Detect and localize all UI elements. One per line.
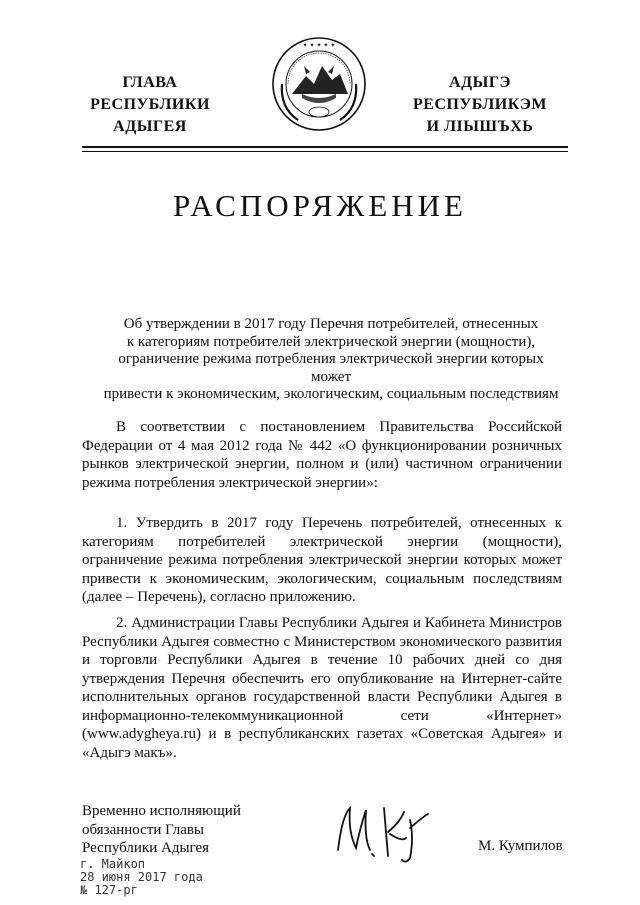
stamp-city: г. Майкоп [80, 857, 146, 871]
header-divider-thin [82, 151, 568, 152]
item-1-paragraph: 1. Утвердить в 2017 году Перечень потребителей, отнесенных к категориям потребителей электрической энергии (мощности), ограничение режима потребления электрической энергии которых может привести к экономическим, экологическим, социальным последствиям (далее – Перечень), согласно приложению. [82, 515, 562, 605]
document-subject [100, 316, 562, 404]
stamp-date: 28 июня 2017 года [80, 870, 203, 884]
subject-line: к категориям потребителей электрической энергии (мощности), [126, 333, 536, 350]
header-right-line1: АДЫГЭ РЕСПУБЛИКЭМ [413, 74, 547, 113]
preamble-paragraph: В соответствии с постановлением Правительства Российской Федерации от 4 мая 2012 года № 442 «О функционировании розничных рынков электрической энергии, полном и (или) частичном ограничении режима потребления электрической энергии»: [82, 419, 562, 491]
subject-line: ограничение режима потребления электрической энергии которых может [118, 351, 544, 385]
header-left-line1: ГЛАВА [122, 74, 178, 91]
stamp-number: № 127-рг [80, 883, 138, 897]
header-right-title [390, 72, 570, 138]
header-left-line2: РЕСПУБЛИКИ АДЫГЕЯ [90, 96, 210, 135]
header-divider-thick [82, 146, 568, 148]
subject-line: привести к экономическим, экологическим, социальным последствиям [103, 386, 559, 402]
coat-of-arms-emblem [268, 36, 370, 132]
document-title: РАСПОРЯЖЕНИЕ [173, 188, 467, 223]
header-right-line2: И ЛІЫШЪХЬ [426, 118, 534, 135]
signatory-name: М. Кумпилов [478, 838, 563, 854]
handwritten-signature [330, 798, 440, 866]
item-2-paragraph: 2. Администрации Главы Республики Адыгея и Кабинета Министров Республики Адыгея совместно с Министерством экономического развития и торговли Республики Адыгея в течение 10 рабочих дней со дня утверждения Перечня обеспечить его опубликование на Интернет-сайте исполнительных органов государственной власти Республики Адыгея в информационно-телекоммуникационной сети «Интернет» (www.adygheya.ru) и в республиканских газетах «Советская Адыгея» и «Адыгэ макъ». [82, 615, 562, 761]
registration-stamp [80, 858, 203, 897]
signatory-line: обязанности Главы [82, 821, 205, 838]
signatory-line: Республики Адыгея [82, 840, 210, 856]
header-left-title [60, 72, 240, 138]
signatory-line: Временно исполняющий [82, 803, 241, 819]
subject-line: Об утверждении в 2017 году Перечня потребителей, отнесенных [123, 316, 539, 332]
svg-text:✦ ✦ ✦ ✦ ✦: ✦ ✦ ✦ ✦ ✦ [302, 42, 336, 49]
signatory-position [82, 802, 282, 858]
